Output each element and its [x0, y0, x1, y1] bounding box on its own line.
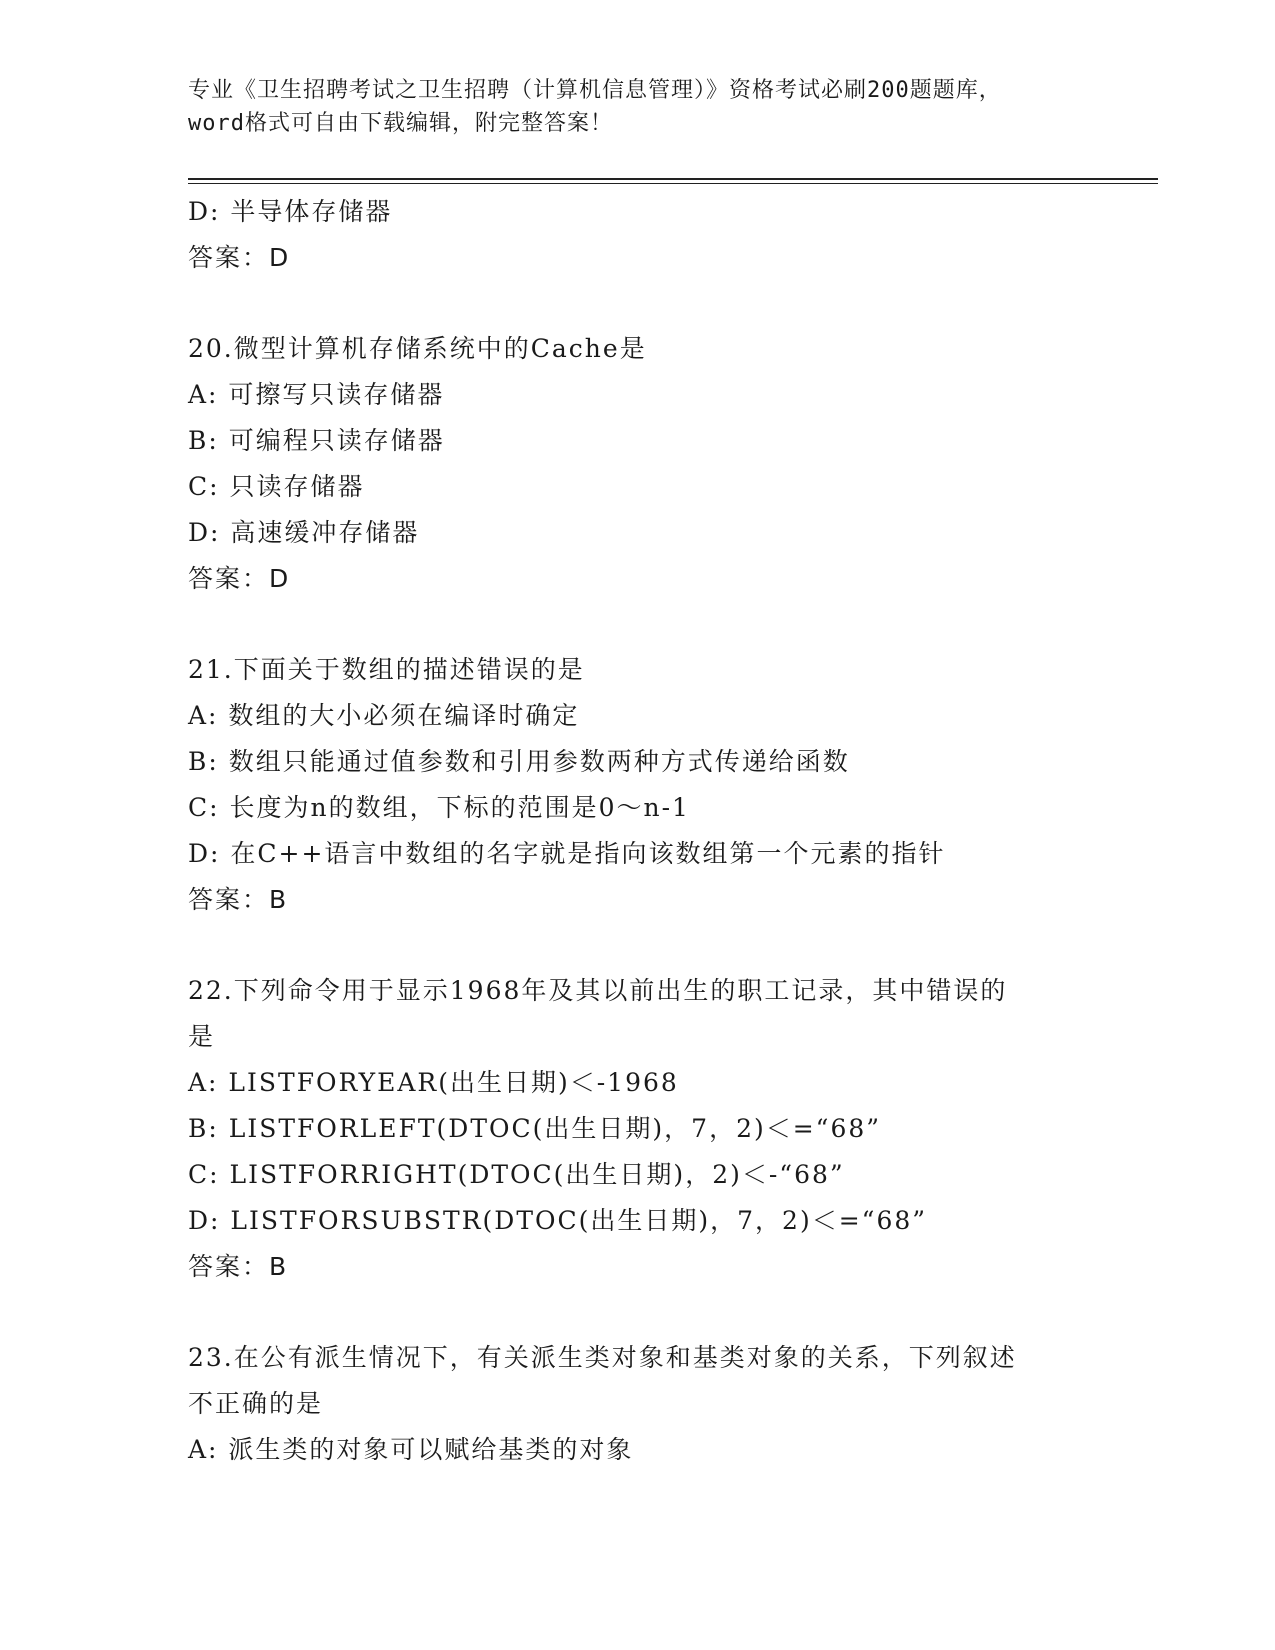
option-d: D: 在C++语言中数组的名字就是指向该数组第一个元素的指针 [188, 839, 946, 868]
question-block-22 [188, 968, 1088, 1290]
question-text: 21.下面关于数组的描述错误的是 [188, 655, 585, 684]
option-a: A: 可擦写只读存储器 [188, 380, 445, 409]
answer-line: 答案：B [188, 885, 289, 914]
question-block-23 [188, 1335, 1088, 1473]
option-c: C: LISTFORRIGHT(DTOC(出生日期)，2)＜-“68” [188, 1160, 845, 1189]
header-title-line-2: word格式可自由下载编辑，附完整答案！ [188, 111, 613, 136]
option-b: B: LISTFORLEFT(DTOC(出生日期)，7，2)＜=“68” [188, 1114, 882, 1143]
question-block-21 [188, 647, 1088, 923]
header-title-line-1: 专业《卫生招聘考试之卫生招聘（计算机信息管理）》资格考试必刷200题题库， [188, 78, 1002, 103]
option-a: A: 派生类的对象可以赋给基类的对象 [188, 1435, 634, 1464]
question-text: 20.微型计算机存储系统中的Cache是 [188, 334, 647, 363]
option-a: A: 数组的大小必须在编译时确定 [188, 701, 580, 730]
question-block-20 [188, 326, 1088, 602]
option-a: A: LISTFORYEAR(出生日期)＜-1968 [188, 1068, 679, 1097]
spacer [188, 602, 1088, 647]
spacer [188, 281, 1088, 326]
option-c: C: 只读存储器 [188, 472, 365, 501]
option-d: D: 半导体存储器 [188, 197, 393, 226]
option-c: C: 长度为n的数组，下标的范围是0～n-1 [188, 793, 690, 822]
question-text-continued: 不正确的是 [188, 1389, 324, 1418]
answer-line: 答案：D [188, 564, 291, 593]
header-divider-thin [188, 183, 1158, 184]
option-d: D: 高速缓冲存储器 [188, 518, 420, 547]
question-text-continued: 是 [188, 1022, 216, 1051]
answer-line: 答案：B [188, 1252, 289, 1281]
spacer [188, 1290, 1088, 1335]
question-list [188, 189, 1088, 1473]
spacer [188, 923, 1088, 968]
option-b: B: 可编程只读存储器 [188, 426, 445, 455]
option-d: D: LISTFORSUBSTR(DTOC(出生日期)，7，2)＜=“68” [188, 1206, 928, 1235]
question-block-19 [188, 189, 1088, 281]
document-header [188, 74, 1088, 140]
answer-line: 答案：D [188, 243, 291, 272]
question-text: 22.下列命令用于显示1968年及其以前出生的职工记录，其中错误的 [188, 976, 1008, 1005]
option-b: B: 数组只能通过值参数和引用参数两种方式传递给函数 [188, 747, 850, 776]
question-text: 23.在公有派生情况下，有关派生类对象和基类对象的关系，下列叙述 [188, 1343, 1017, 1372]
header-divider-thick [188, 178, 1158, 180]
